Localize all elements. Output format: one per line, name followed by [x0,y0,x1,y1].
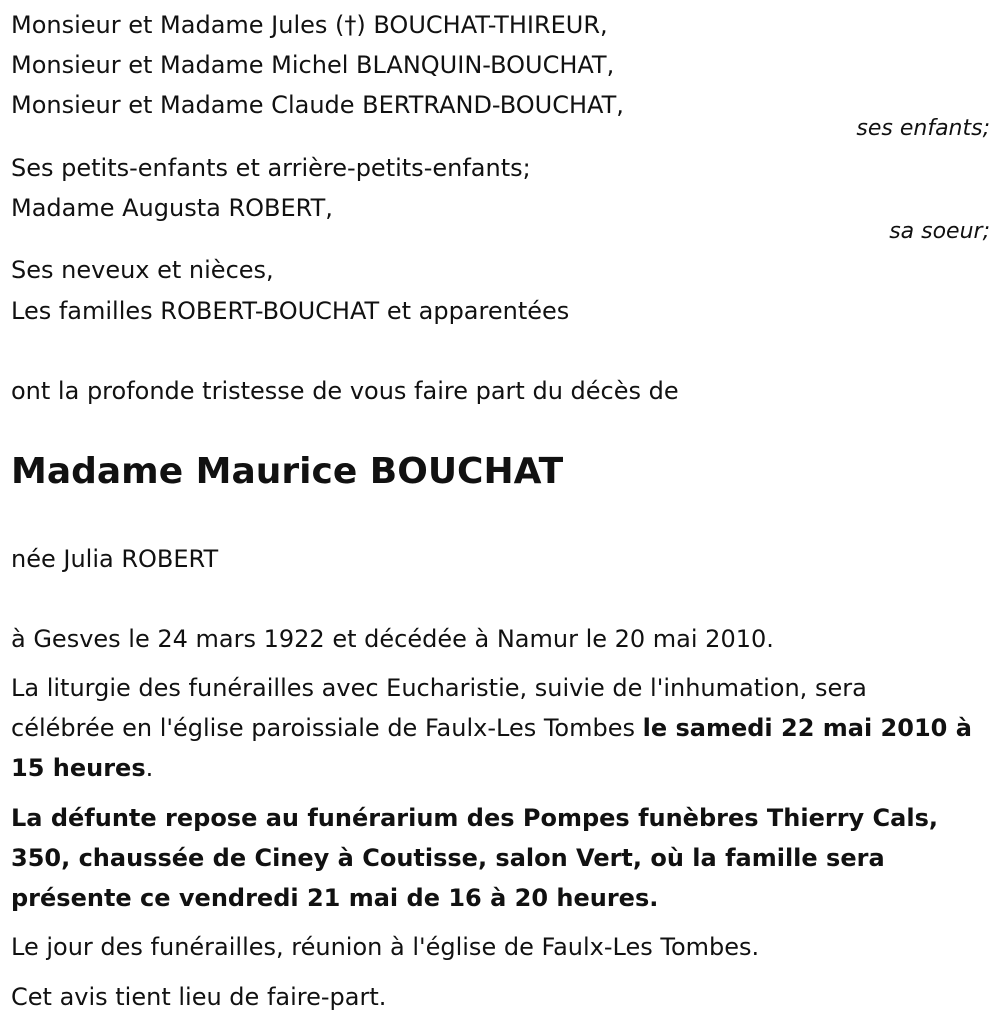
family-line-claude: Monsieur et Madame Claude BERTRAND-BOUCHAT, [11,91,624,119]
maiden-name-line: née Julia ROBERT [11,545,219,573]
liturgy-paragraph [11,668,976,788]
announcement-line: ont la profonde tristesse de vous faire part du décès de [11,377,679,405]
family-line-michel: Monsieur et Madame Michel BLANQUIN-BOUCHAT, [11,51,615,79]
grandchildren-line: Ses petits-enfants et arrière-petits-enfants; [11,154,531,182]
liturgy-date: le samedi 22 mai 2010 à 15 heures [11,714,972,782]
nephews-line: Ses neveux et nièces, [11,256,274,284]
sister-line: Madame Augusta ROBERT, [11,194,333,222]
liturgy-end: . [145,754,154,782]
liturgy-text: La liturgie des funérailles avec Eucharistie, suivie de l'inhumation, sera célébrée en l'église paroissiale de Faulx-Les Tombes [11,674,867,742]
sister-role-label: sa soeur; [889,219,990,244]
birth-death-line: à Gesves le 24 mars 1922 et décédée à Namur le 20 mai 2010. [11,625,774,653]
children-role-label: ses enfants; [856,116,990,141]
deceased-name: Madame Maurice BOUCHAT [11,451,564,492]
meeting-line: Le jour des funérailles, réunion à l'église de Faulx-Les Tombes. [11,933,760,961]
families-line: Les familles ROBERT-BOUCHAT et apparentées [11,297,570,325]
viewing-paragraph: La défunte repose au funérarium des Pompes funèbres Thierry Cals, 350, chaussée de Ciney à Coutisse, salon Vert, où la famille sera présente ce vendredi 21 mai de 16 à 20 heures. [11,804,938,912]
family-line-jules: Monsieur et Madame Jules (†) BOUCHAT-THIREUR, [11,11,608,39]
notice-line: Cet avis tient lieu de faire-part. [11,983,387,1011]
